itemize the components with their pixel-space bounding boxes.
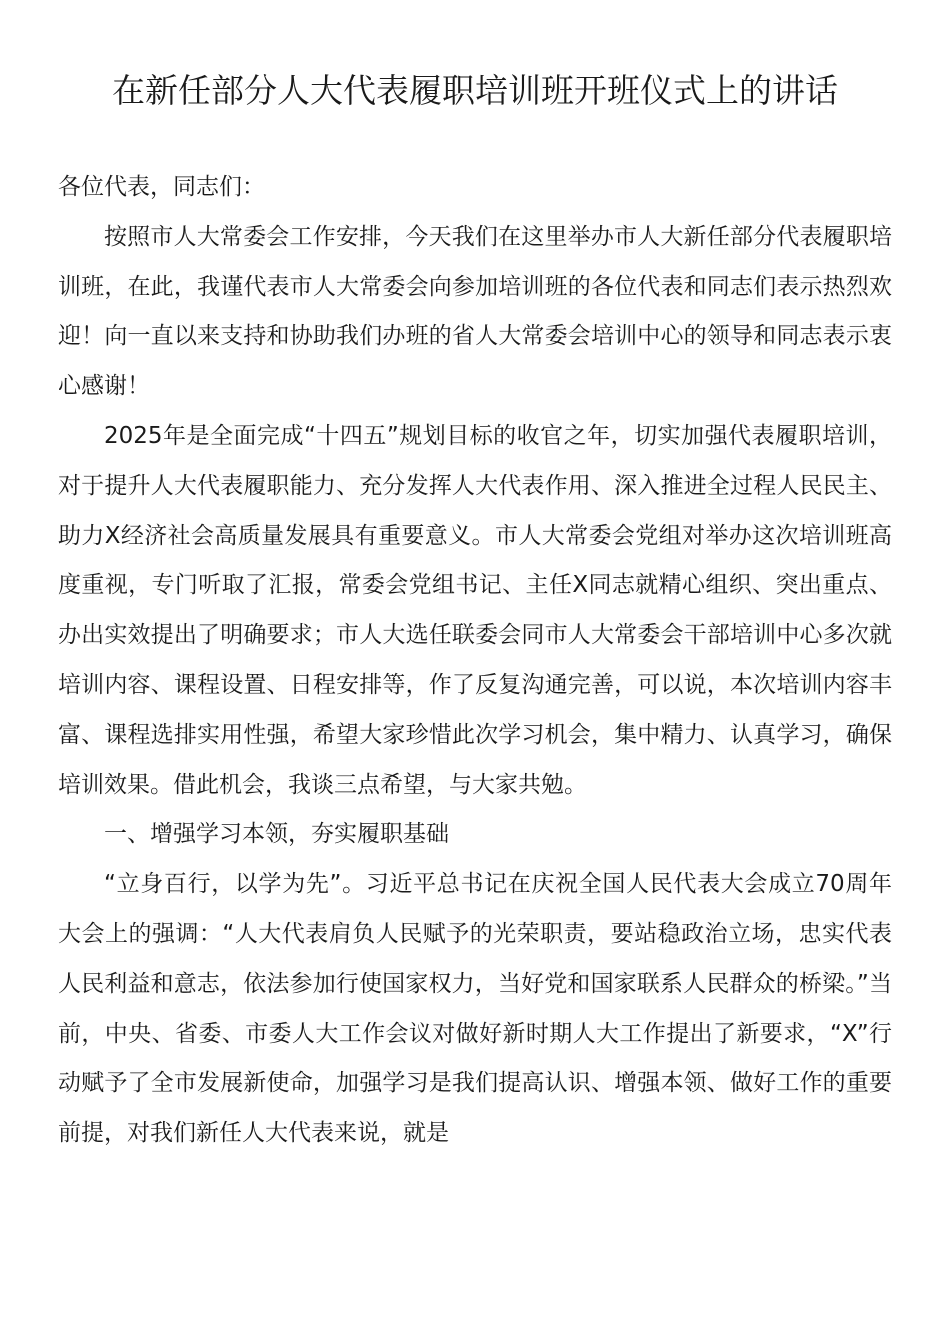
document-page: [58, 0, 892, 1159]
section-heading-1: 一、增强学习本领，夯实履职基础: [104, 821, 449, 848]
salutation: 各位代表，同志们：: [58, 174, 265, 200]
document-title: 在新任部分人大代表履职培训班开班仪式上的讲话: [112, 71, 838, 110]
paragraph-welcome: 按照市人大常委会工作安排，今天我们在这里举办市人大新任部分代表履职培训班，在此，我谨代表市人大常委会向参加培训班的各位代表和同志们表示热烈欢迎！向一直以来支持和协助我们办班的省人大常委会培训中心的领导和同志表示衷心感谢！: [58, 223, 892, 400]
paragraph-study: “立身百行，以学为先”。习近平总书记在庆祝全国人民代表大会成立70周年大会上的强调：“人大代表肩负人民赋予的光荣职责，要站稳政治立场，忠实代表人民利益和意志，依法参加行使国家权力，当好党和国家联系人民群众的桥梁。”当前，中央、省委、市委人大工作会议对做好新时期人大工作提出了新要求，“X”行动赋予了全市发展新使命，加强学习是我们提高认识、增强本领、做好工作的重要前提，对我们新任人大代表来说，就是: [58, 871, 892, 1147]
document-body: [58, 163, 892, 1159]
paragraph-significance: 2025年是全面完成“十四五”规划目标的收官之年，切实加强代表履职培训，对于提升人大代表履职能力、充分发挥人大代表作用、深入推进全过程人民民主、助力X经济社会高质量发展具有重要意义。市人大常委会党组对举办这次培训班高度重视，专门听取了汇报，常委会党组书记、主任X同志就精心组织、突出重点、办出实效提出了明确要求；市人大选任联委会同市人大常委会干部培训中心多次就培训内容、课程设置、日程安排等，作了反复沟通完善，可以说，本次培训内容丰富、课程选排实用性强，希望大家珍惜此次学习机会，集中精力、认真学习，确保培训效果。借此机会，我谈三点希望，与大家共勉。: [58, 422, 892, 798]
